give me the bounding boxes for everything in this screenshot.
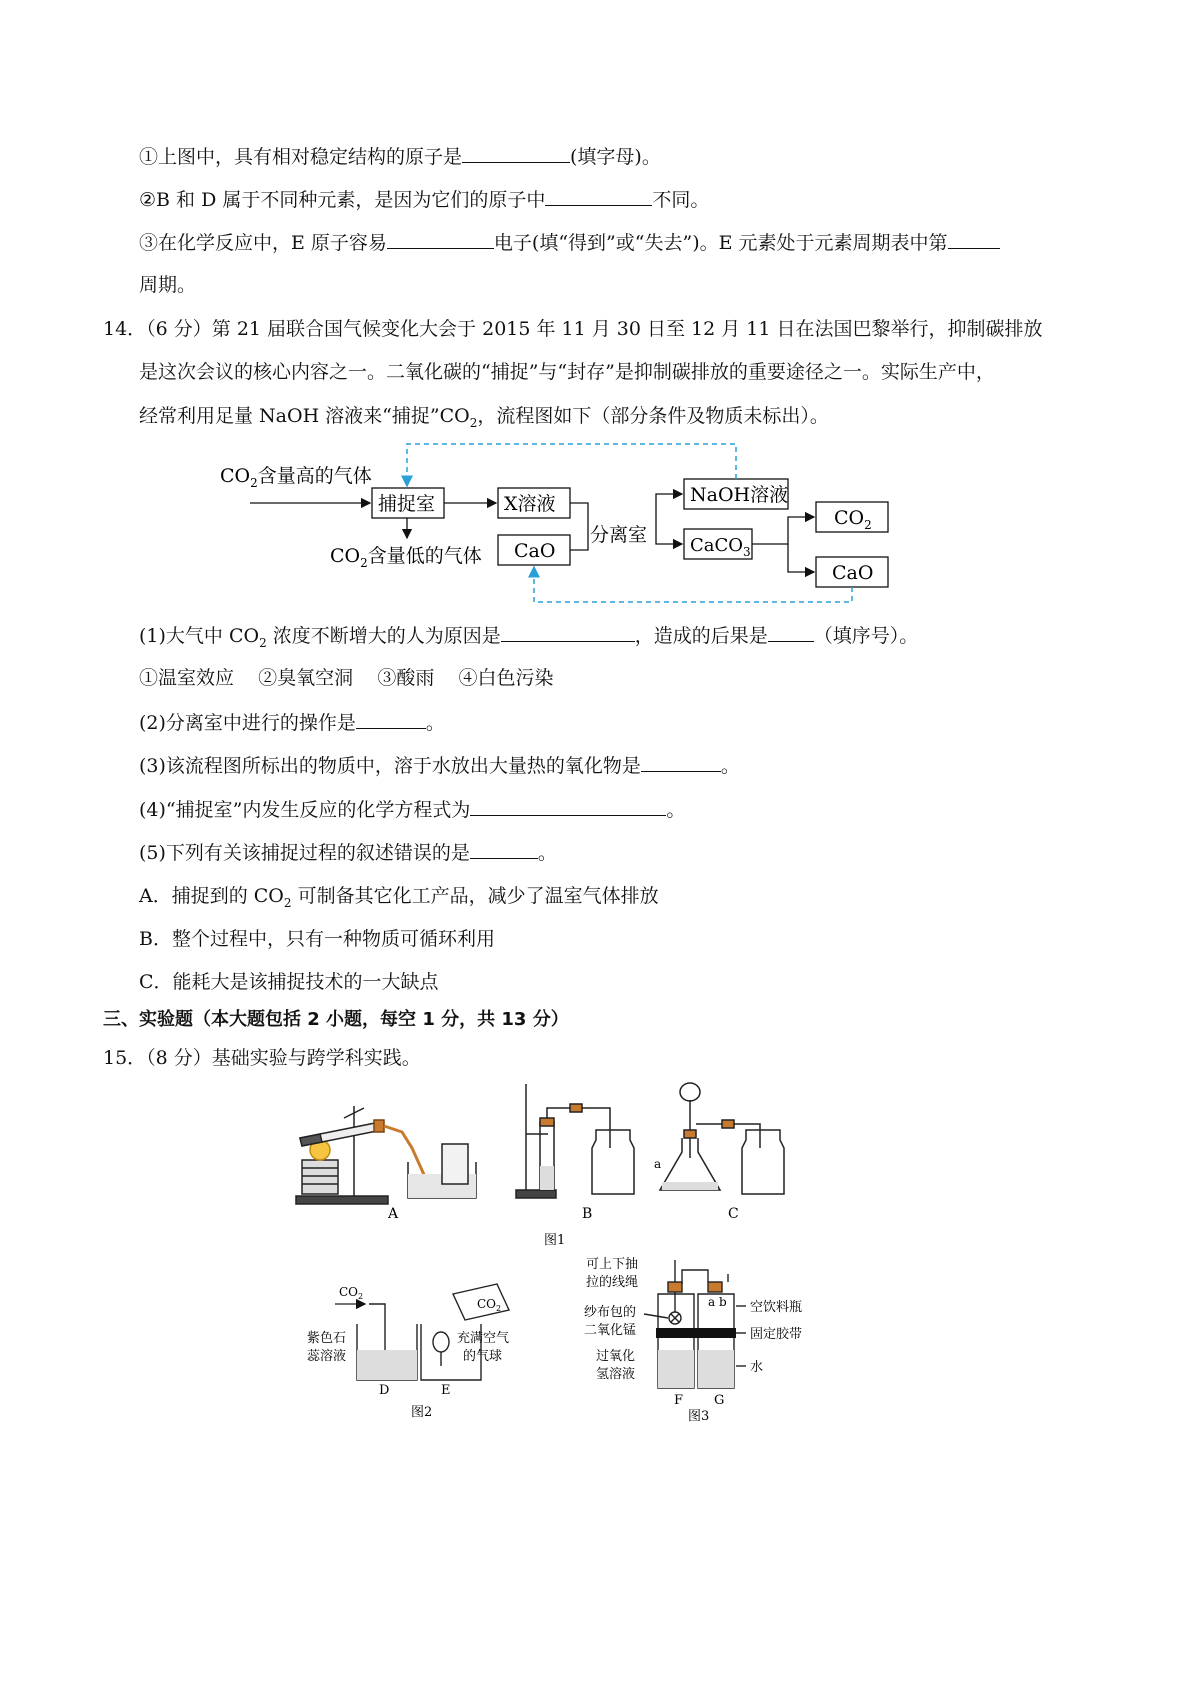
q14-choice-b[interactable]: [139, 927, 495, 951]
choice-a-suffix: 可制备其它化工产品，减少了温室气体排放: [291, 885, 659, 907]
answer-blank[interactable]: [641, 753, 721, 772]
answer-blank[interactable]: [462, 144, 570, 163]
apparatus-c: [660, 1083, 784, 1194]
q14-header-3-suffix: ，流程图如下（部分条件及物质未标出）。: [477, 405, 829, 427]
q14-options-text: ①温室效应 ②臭氧空洞 ③酸雨 ④白色污染: [139, 667, 554, 689]
q14-header-3: [139, 404, 829, 435]
answer-blank[interactable]: [768, 623, 814, 642]
figure-1: [290, 1078, 790, 1248]
answer-blank[interactable]: [948, 230, 1000, 249]
x-solution-label: X溶液: [504, 493, 556, 515]
q13-line2-text: ②B 和 D 属于不同种元素，是因为它们的原子中: [139, 189, 546, 211]
fig3-label-g: G: [714, 1393, 725, 1408]
q14-sub1-mid2: ，造成的后果是: [634, 625, 768, 647]
balloon-label-2: 的气球: [463, 1349, 503, 1364]
h2o2-label-1: 过氧化: [596, 1349, 636, 1364]
q13-line1-text: ①上图中，具有相对稳定结构的原子是: [139, 146, 463, 168]
subscript: 2: [283, 895, 292, 910]
separation-room-label: 分离室: [590, 524, 648, 546]
split-line: [656, 494, 682, 531]
water-label: 水: [750, 1360, 764, 1375]
q13-line3-mid: 电子(填“得到”或“失去”)。E 元素处于元素周期表中第: [493, 232, 948, 254]
q13-line-3: [139, 230, 1000, 255]
apparatus-b: [516, 1084, 634, 1198]
litmus-label-2: 蕊溶液: [307, 1349, 347, 1364]
q13-line2-suffix: 不同。: [652, 189, 710, 211]
choice-b-text: B．整个过程中，只有一种物质可循环利用: [139, 928, 495, 950]
co2-label: $CO_2$: [834, 507, 872, 532]
answer-blank[interactable]: [470, 840, 538, 859]
gas-low-label: $CO_2$含量低的气体: [330, 545, 482, 570]
q13-line-2: [139, 187, 709, 212]
q14-sub2-suffix: 。: [425, 712, 445, 734]
fig1-label-small-a: a: [654, 1157, 662, 1171]
balloon-label-1: 充满空气: [457, 1331, 510, 1346]
q14-sub3-suffix: 。: [720, 755, 740, 777]
choice-a-text: A．捕捉到的 CO: [139, 885, 284, 907]
q14-choice-c[interactable]: [139, 970, 439, 994]
bottle-co2-label: $CO_2$: [477, 1297, 502, 1313]
q14-sub-4: [139, 797, 685, 822]
q14-sub5-text: (5)下列有关该捕捉过程的叙述错误的是: [139, 842, 470, 864]
naoh-label: NaOH溶液: [690, 484, 789, 506]
q14-sub1-suffix: （填序号）。: [813, 625, 919, 647]
figure-2: [305, 1280, 535, 1420]
q14-choice-a[interactable]: [139, 884, 659, 915]
tape-label: 固定胶带: [750, 1327, 803, 1342]
q13-line1-suffix: (填字母)。: [570, 146, 661, 168]
q14-options: [139, 666, 553, 690]
q14-sub2-text: (2)分离室中进行的操作是: [139, 712, 356, 734]
split-line: [788, 544, 814, 572]
q13-line4-text: 周期。: [139, 274, 197, 296]
answer-blank[interactable]: [470, 797, 666, 816]
section-3-title-text: 三、实验题（本大题包括 2 小题，每空 1 分，共 13 分）: [103, 1009, 569, 1030]
q14-sub-5: [139, 840, 557, 865]
fig2-co2-arrow-label: $CO_2$: [339, 1285, 364, 1301]
flow-diagram: [210, 438, 900, 610]
q15-header-text: 15．（8 分）基础实验与跨学科实践。: [103, 1047, 421, 1069]
q14-header-2-text: 是这次会议的核心内容之一。二氧化碳的“捕捉”与“封存”是抑制碳排放的重要途径之一。实际生产中，: [139, 361, 995, 383]
q15-header: [103, 1046, 421, 1070]
gas-high-label: $CO_2$含量高的气体: [220, 465, 372, 490]
q14-sub-1: [139, 623, 918, 655]
q14-header-2: [139, 360, 995, 384]
fig2-caption: 图2: [411, 1405, 433, 1420]
bottles-fg: [644, 1260, 746, 1388]
fig3-caption: 图3: [688, 1409, 710, 1424]
gauze-label-1: 纱布包的: [584, 1305, 637, 1320]
capture-room-label: 捕捉室: [378, 493, 436, 515]
fig1-caption: 图1: [544, 1233, 566, 1248]
empty-bottle-label: 空饮料瓶: [750, 1300, 803, 1315]
fig2-label-d: D: [379, 1383, 390, 1398]
beaker-d: [357, 1304, 417, 1380]
gauze-label-2: 二氧化锰: [584, 1323, 637, 1338]
litmus-label-1: 紫色石: [307, 1331, 347, 1346]
fig2-label-e: E: [441, 1383, 451, 1398]
q14-sub4-suffix: 。: [666, 799, 686, 821]
q14-sub5-suffix: 。: [537, 842, 557, 864]
rope-label-1: 可上下抽: [586, 1257, 639, 1272]
figure-3: [582, 1254, 822, 1424]
q13-line-4: [139, 273, 196, 297]
h2o2-label-2: 氢溶液: [596, 1367, 636, 1382]
split-line: [656, 531, 682, 544]
answer-blank[interactable]: [501, 623, 635, 642]
subscript: 2: [469, 415, 478, 430]
split-line: [752, 517, 814, 544]
q13-line-1: [139, 144, 661, 169]
answer-blank[interactable]: [387, 230, 494, 249]
q14-header-1: [103, 317, 1043, 341]
answer-blank[interactable]: [545, 187, 652, 206]
q13-line3-text: ③在化学反应中，E 原子容易: [139, 232, 387, 254]
q14-sub-3: [139, 753, 740, 778]
fig1-label-c: C: [728, 1206, 739, 1222]
choice-c-text: C．能耗大是该捕捉技术的一大缺点: [139, 971, 439, 993]
q14-sub1-text: (1)大气中 CO: [139, 625, 260, 647]
caco3-label: CaCO$_3$: [690, 535, 751, 559]
fig3-label-f: F: [674, 1393, 684, 1408]
fig3-ab-label: a b: [708, 1295, 727, 1309]
fig1-label-b: B: [582, 1206, 593, 1222]
q14-sub4-text: (4)“捕捉室”内发生反应的化学方程式为: [139, 799, 471, 821]
fig1-label-a: A: [388, 1206, 399, 1222]
q14-sub-2: [139, 710, 445, 735]
subscript: 2: [259, 635, 267, 650]
apparatus-a: [296, 1106, 476, 1204]
cao-left-label: CaO: [514, 540, 556, 562]
separation-bracket: [570, 503, 588, 550]
q14-header-3-text: 经常利用足量 NaOH 溶液来“捕捉”CO: [139, 405, 470, 427]
cao-right-label: CaO: [832, 562, 874, 584]
q14-sub3-text: (3)该流程图所标出的物质中，溶于水放出大量热的氧化物是: [139, 755, 641, 777]
answer-blank[interactable]: [356, 710, 426, 729]
q14-sub1-mid: 浓度不断增大的人为原因是: [266, 625, 501, 647]
rope-label-2: 拉的线绳: [586, 1275, 639, 1290]
q14-header-1-text: 14．（6 分）第 21 届联合国气候变化大会于 2015 年 11 月 30 日至 12 月 11 日在法国巴黎举行，抑制碳排放: [103, 318, 1043, 340]
section-3-title: [103, 1008, 569, 1032]
